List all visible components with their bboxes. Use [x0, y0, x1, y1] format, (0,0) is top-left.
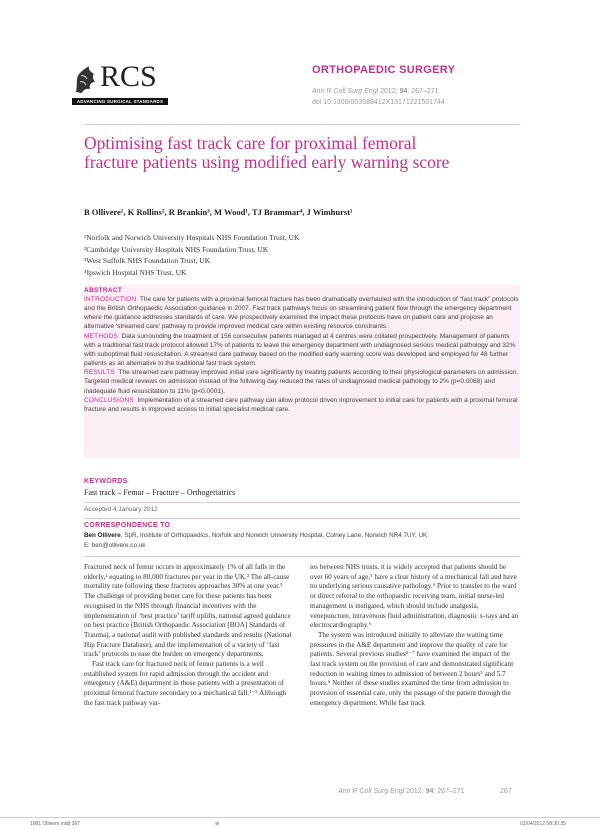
- paragraph: The system was introduced initially to alleviate the waiting time pressures in the A&E department and improve the quality of care for patients. Several previous studies⁵⁻⁷ have examined the impact of the fast track system on the provision of care and demonstrated significant reduction in waiting times to admission of between 2 hours⁵ and 5.7 hours.⁶ Neither of these studies examined the time from admission to provision of essential care, only the passage of the patient through the emergency department. While fast track: [310, 630, 514, 707]
- citation: [312, 86, 445, 108]
- divider: [84, 124, 520, 125]
- section-title: ORTHOPAEDIC SURGERY: [312, 64, 456, 76]
- logo-tagline: ADVANCING SURGICAL STANDARDS: [72, 98, 168, 105]
- affiliations: [84, 232, 299, 278]
- author-list: B Ollivere¹, K Rollins², R Brankin³, M Wood¹, TJ Brammar⁴, J Wimhurst¹: [84, 207, 353, 217]
- footer-journal: Ann R Coll Surg Engl: [338, 788, 405, 795]
- citation-journal: Ann R Coll Surg Engl: [312, 88, 379, 95]
- correspondence-email[interactable]: E: ben@ollivere.co.uk: [84, 542, 146, 549]
- crop-mark-icon: ⊕: [215, 821, 220, 827]
- citation-pages: : 267–271: [407, 88, 439, 95]
- doi[interactable]: doi 10.1308/003588412X13171221501744: [312, 99, 445, 106]
- correspondence-address: [84, 532, 427, 539]
- divider: [84, 518, 520, 519]
- results-label: RESULTS: [84, 369, 115, 377]
- abstract-methods: [84, 332, 520, 369]
- affiliation: ⁴Ipswich Hospital NHS Trust, UK: [84, 267, 187, 277]
- citation-volume: 94: [399, 88, 408, 95]
- body-column-right: [310, 563, 520, 709]
- logo-text: RCS: [100, 60, 157, 93]
- slug-file: 1981 Ollivere.indd 267: [30, 821, 81, 827]
- crest-icon: [72, 64, 98, 94]
- citation-line: [312, 86, 445, 97]
- correspondence-heading: CORRESPONDENCE TO: [84, 522, 171, 529]
- divider: [84, 502, 520, 503]
- intro-label: INTRODUCTION: [84, 296, 137, 303]
- abstract-introduction: [84, 295, 520, 332]
- affiliation: ²Cambridge University Hospitals NHS Foundation Trust, UK: [84, 244, 269, 254]
- body-column-left: [84, 563, 294, 709]
- affiliation: ³West Suffolk NHS Foundation Trust, UK: [84, 256, 211, 265]
- methods-text: Data surrounding the treatment of 156 consecutive patients managed at 4 centres were collated prospectively. Management of patients with a traditional fast track protocol allowed 17% of patients to leave the emergency department with undiagnosed serious medical pathology and 32% with suboptimal fluid resuscitation. A streamed care pathway based on the modified early warning score was developed and employed for 48 further patients as an alternative to the traditional fast track system.: [84, 332, 516, 368]
- paragraph: Fast track care for fractured neck of femur patients is a well established system for rapid admission through the accident and emergency (A&E) department in those patients with a presentation of proximal femoral fracture secondary to a mechanical fall.¹⁻⁵ Although the fast track pathway var-: [84, 660, 287, 707]
- keywords-heading: KEYWORDS: [84, 478, 128, 485]
- citation-year: 2012;: [378, 88, 400, 95]
- results-text: The streamed care pathway improved initial care significantly by treating patients according to their physiological parameters on admission. Targeted medical reviews on admission instead of the following day reduced the rates of undiagnosed medical pathology to 2% (p=0.0068) and inadequate fluid resuscitation to 11% (p<0.0001).: [84, 369, 519, 395]
- abstract-heading: ABSTRACT: [84, 287, 123, 294]
- conclusions-text: Implementation of a streamed care pathway can allow protocol driven improvement to initial care for patients with a proximal femoral fracture and results in improved access to initial specialist medical care.: [84, 396, 518, 413]
- affiliation: ¹Norfolk and Norwich University Hospitals NHS Foundation Trust, UK: [84, 233, 300, 242]
- correspondence-details: , SpR, Institute of Orthopaedics, Norfolk and Norwich University Hospital, Colney Lane, Norwich NR4 7UY, UK: [120, 532, 428, 539]
- footer-year: 2012;: [404, 788, 426, 795]
- page-number: 267: [500, 788, 512, 795]
- print-slug: [0, 817, 600, 830]
- paragraph: ies between NHS trusts, it is widely accepted that patients should be over 60 years of age,⁵ have a clear history of a mechanical fall and have no underlying serious causative pathology.⁶ Prior to transfer to the ward or direct referral to the orthopaedic receiving team, initial nurse-led management is instigated, which should include analgesia, venepuncture, intravenous fluid administration, diagnostic x-rays and an electrocardiography.⁶: [310, 563, 519, 630]
- footer-citation: [338, 788, 465, 795]
- divider: [84, 556, 520, 557]
- rcs-logo: [72, 60, 182, 104]
- abstract-results: [84, 368, 520, 395]
- article-title: Optimising fast track care for proximal femoral fracture patients using modified early warning score: [84, 133, 450, 172]
- paragraph: Fractured neck of femur occurs in approximately 1% of all falls in the elderly,¹ equating to 80,000 fractures per year in the UK.² The all-cause mortality rate following these fractures approaches 30% at one year.³ The challenge of providing better care for these patients has been recognised in the NHS through financial incentives with the implementation of ‘best practice’ tariff uplifts, national agreed guidance on best practice (British Orthopaedic Association [BOA] Standards of Trauma), a national audit with published standards and results (National Hip Fracture Database), and the implementation of a variety of ‘fast track’ protocols to ease the burden on emergency departments.: [84, 563, 292, 659]
- slug-timestamp: 02/04/2012 08:30:35: [520, 821, 566, 827]
- footer-pages: : 267–271: [433, 788, 465, 795]
- methods-label: METHODS: [84, 332, 118, 340]
- keywords: Fast track – Femur – Fracture – Orthogeriatrics: [84, 488, 236, 497]
- abstract-body: [84, 295, 520, 414]
- accepted-date: Accepted 4 January 2012: [84, 506, 158, 513]
- footer-volume: 94: [425, 788, 434, 795]
- abstract-conclusions: [84, 396, 520, 414]
- correspondence-name: Ben Ollivere: [84, 532, 121, 539]
- conclusions-label: CONCLUSIONS: [84, 396, 134, 404]
- intro-text: The care for patients with a proximal femoral fracture has been dramatically overhauled with the introduction of “fast track” protocols and the British Orthopaedic Association guidance in 2007. Fast track pathways focus on streamlining patient flow through the emergency department where the guidance addresses standards of care. We prospectively examined the impact these protocols have on patient care and propose an alternative ‘streamed care’ pathway to provide improved medical care within existing resource constraints.: [84, 296, 519, 331]
